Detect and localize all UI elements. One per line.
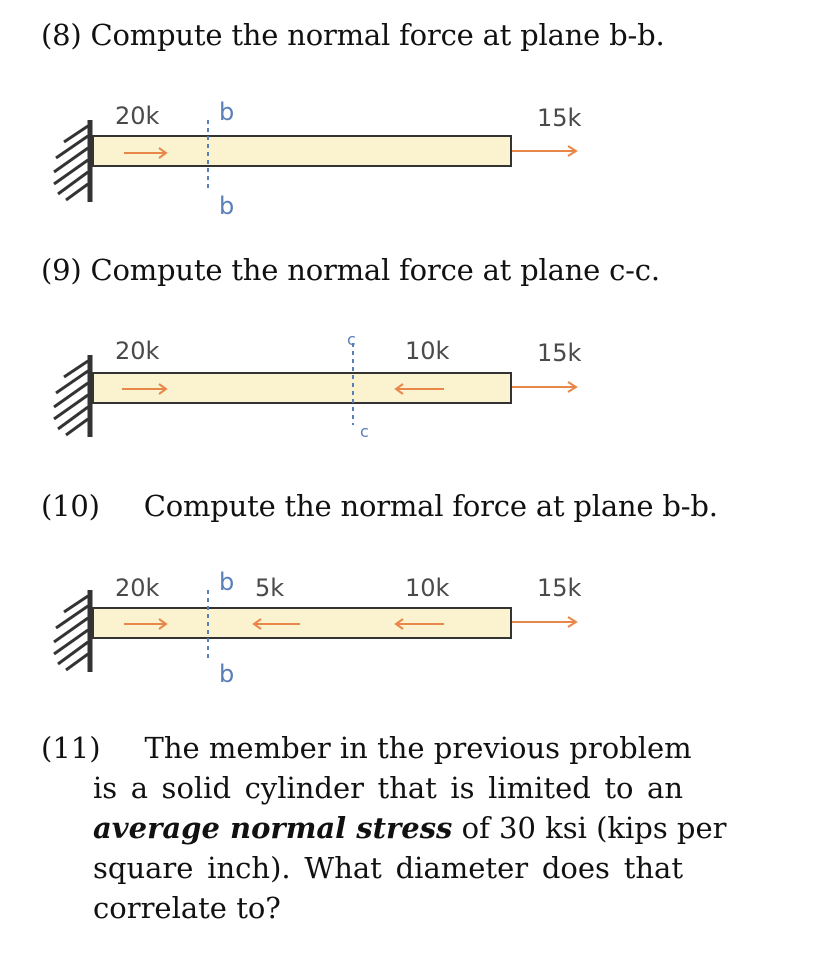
- plane-label-bottom: c: [360, 422, 369, 441]
- load-label-left: 20k: [115, 337, 160, 365]
- load-label-middle: 10k: [405, 574, 450, 602]
- plane-label-bottom: b: [219, 660, 235, 688]
- arrow-right-icon: [512, 382, 576, 392]
- plane-label-top: c: [347, 330, 356, 349]
- load-label-middle: 10k: [405, 337, 450, 365]
- problem-10-heading: [41, 489, 718, 523]
- load-label-right: 15k: [537, 339, 582, 367]
- problem-8-heading: (8) Compute the normal force at plane b-b.: [41, 18, 665, 52]
- problem-8-figure: [0, 90, 816, 220]
- problem-11-line-3: [93, 808, 727, 848]
- problem-text: Compute the normal force at plane b-b.: [143, 489, 718, 523]
- problem-number: (11): [41, 731, 101, 765]
- problem-11-line-2: is a solid cylinder that is limited to an: [93, 771, 683, 805]
- fixed-support-icon: [54, 590, 90, 672]
- problem-11-text: [41, 728, 727, 928]
- arrow-right-icon: [512, 617, 576, 627]
- arrow-right-icon: [512, 146, 576, 156]
- fixed-support-icon: [54, 120, 90, 202]
- problem-9-figure: [0, 325, 816, 455]
- plane-label-top: b: [219, 98, 235, 126]
- load-label-left: 20k: [115, 102, 160, 130]
- problem-11-line-1: [41, 728, 692, 768]
- plane-label-bottom: b: [219, 192, 235, 220]
- problem-9-heading: (9) Compute the normal force at plane c-c.: [41, 253, 660, 287]
- problem-number: (10): [41, 489, 100, 523]
- fixed-support-icon: [54, 355, 90, 437]
- problem-10-figure: [0, 560, 816, 690]
- load-label-right: 15k: [537, 104, 582, 132]
- emphasis-text: average normal stress: [93, 811, 453, 845]
- load-label-left: 20k: [115, 574, 160, 602]
- problem-11-line-5: correlate to?: [93, 891, 281, 925]
- load-label-inner: 5k: [255, 574, 285, 602]
- problem-11-line-1-text: The member in the previous problem: [144, 731, 692, 765]
- plane-label-top: b: [219, 568, 235, 596]
- problem-11-line-4: square inch). What diameter does that: [93, 851, 683, 885]
- bar: [93, 136, 511, 166]
- problem-11-line-3-text: of 30 ksi (kips per: [461, 811, 727, 845]
- load-label-right: 15k: [537, 574, 582, 602]
